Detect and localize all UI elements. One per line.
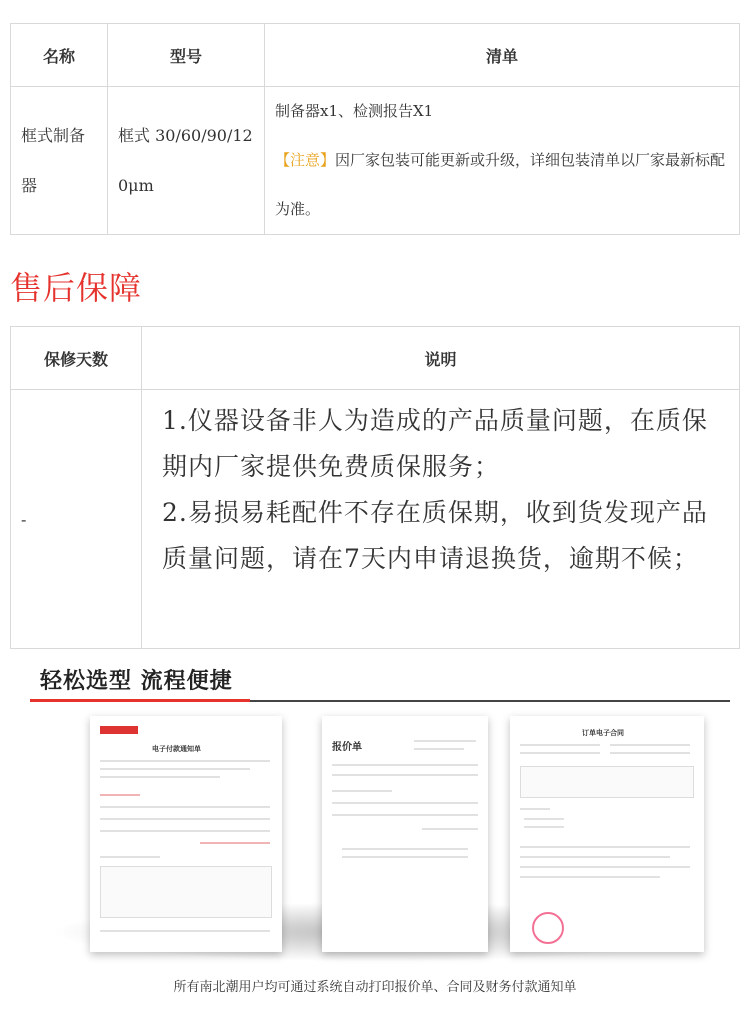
table-row (11, 87, 740, 235)
product-model: 框式 30/60/90/120μm (108, 87, 265, 235)
spec-table-header (11, 24, 740, 87)
warranty-days: - (11, 390, 142, 649)
package-note (275, 136, 729, 234)
doc-logo (100, 726, 138, 734)
header-warranty-days: 保修天数 (11, 327, 142, 390)
next-section-partial (42, 1006, 49, 1016)
banner-rule-accent (30, 699, 250, 702)
after-sales-title: 售后保障 (10, 269, 143, 307)
header-list: 清单 (265, 24, 740, 87)
package-list-cell (265, 87, 740, 235)
note-text: 因厂家包装可能更新或升级，详细包装清单以厂家最新标配为准。 (275, 151, 726, 218)
warranty-line-1: 1.仪器设备非人为造成的产品质量问题，在质保期内厂家提供免费质保服务； (162, 406, 708, 481)
header-description: 说明 (142, 327, 740, 390)
warranty-line-2: 2.易损易耗配件不存在质保期，收到货发现产品质量问题，请在7天内申请退换货，逾期不候； (162, 498, 708, 573)
contract-doc (510, 716, 704, 952)
after-sales-table (10, 326, 740, 649)
quotation-title: 报价单 (332, 742, 362, 753)
seal-stamp (532, 912, 564, 944)
header-name: 名称 (11, 24, 108, 87)
header-model: 型号 (108, 24, 265, 87)
warranty-description (142, 390, 740, 649)
product-name: 框式制备器 (11, 87, 108, 235)
package-list: 制备器x1、检测报告X1 (275, 102, 434, 120)
quotation-doc (322, 716, 488, 952)
payment-notice-doc (90, 716, 282, 952)
table-row (11, 390, 740, 649)
banner-caption: 所有南北潮用户均可通过系统自动打印报价单、合同及财务付款通知单 (173, 980, 577, 995)
note-label: 【注意】 (275, 151, 336, 169)
payment-notice-title: 电子付款通知单 (152, 745, 201, 753)
contract-title: 订单电子合同 (582, 729, 624, 737)
banner-title: 轻松选型 流程便捷 (40, 669, 233, 694)
process-banner (10, 652, 740, 1016)
spec-table (10, 23, 740, 235)
after-sales-header (11, 327, 740, 390)
